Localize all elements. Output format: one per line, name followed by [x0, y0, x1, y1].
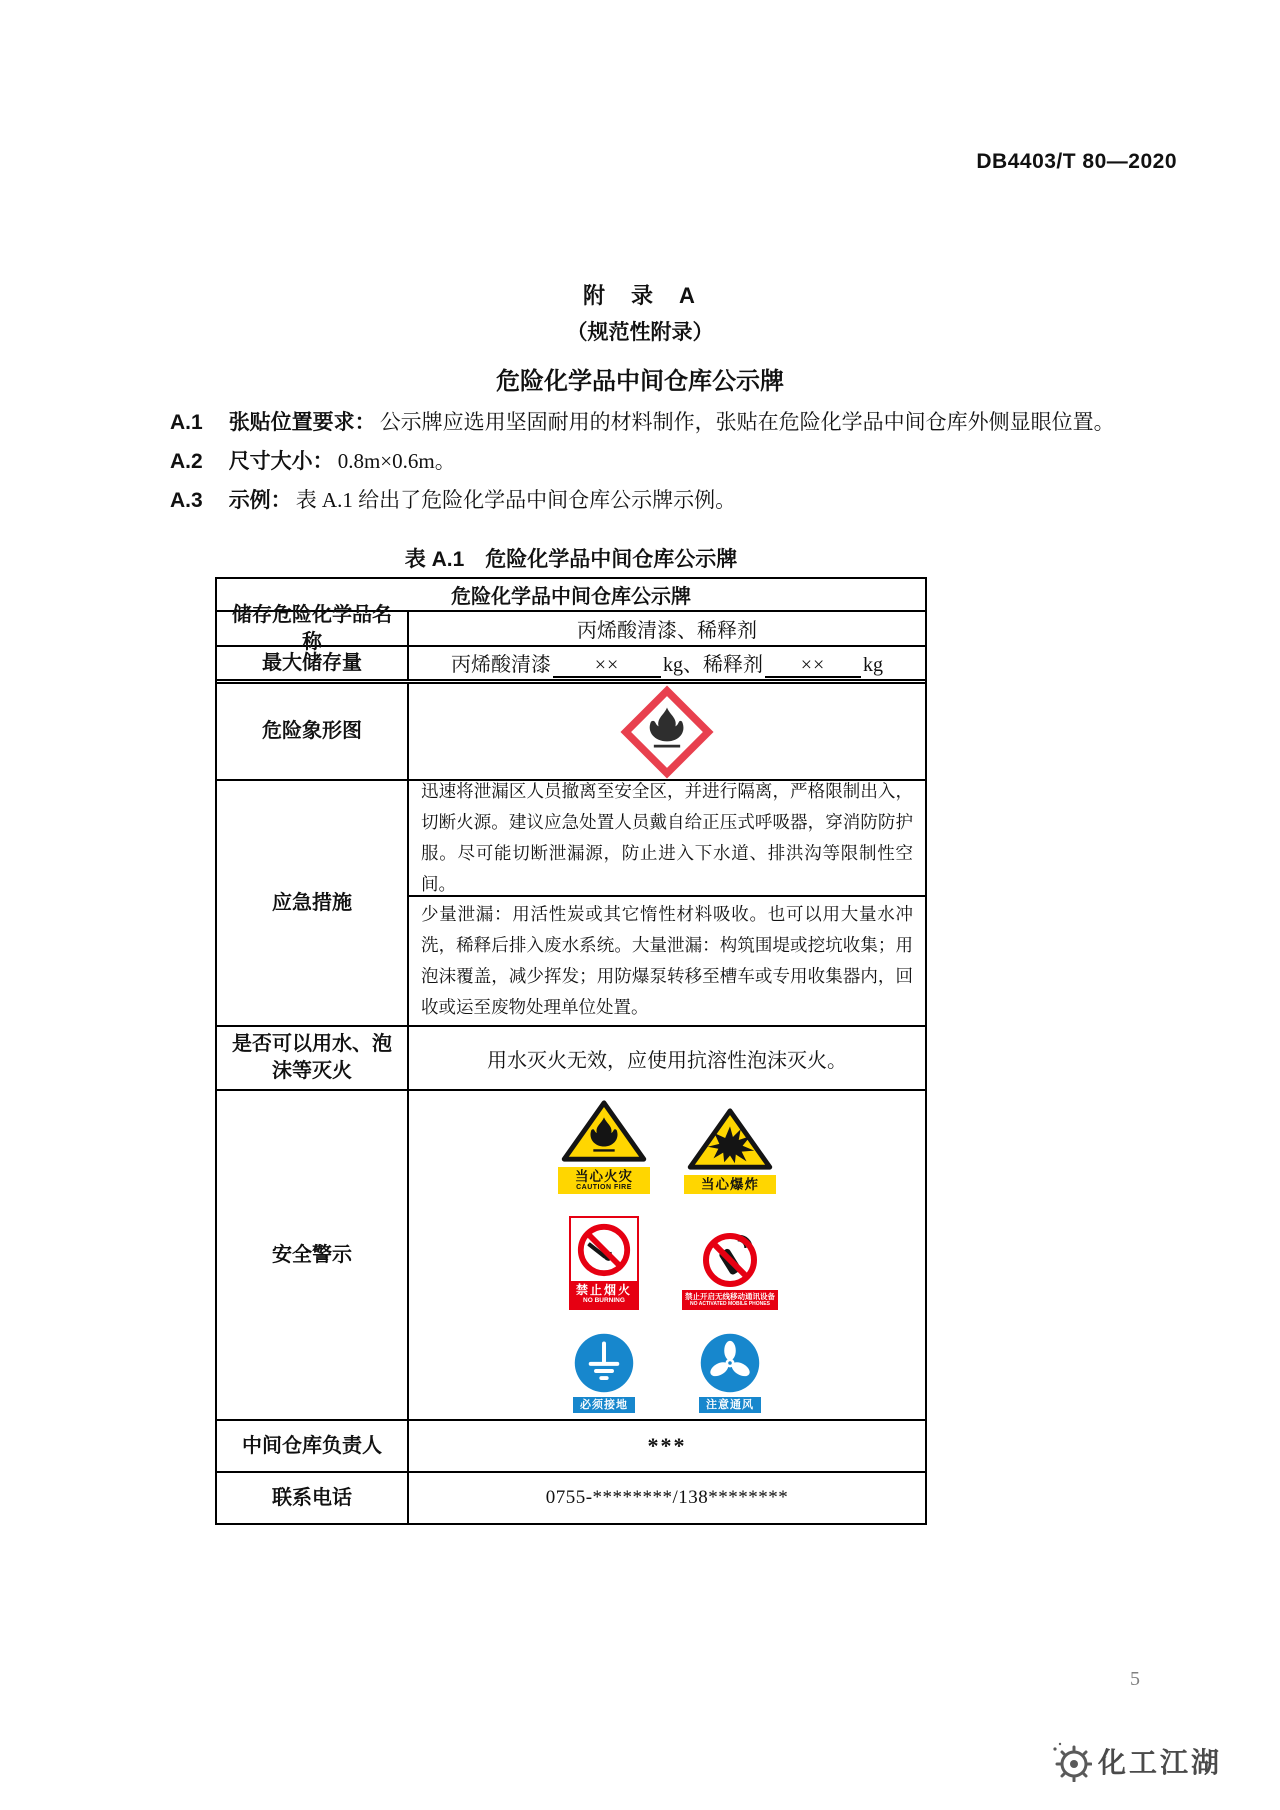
page-number: 5: [1130, 1668, 1140, 1690]
row-label: 应急措施: [217, 781, 409, 1025]
row-label: 联系电话: [217, 1473, 409, 1523]
clause-number: A.2: [170, 450, 203, 473]
clause-a3: [103, 485, 1177, 516]
clause-text: 表 A.1 给出了危险化学品中间仓库公示牌示例。: [295, 488, 737, 512]
signs-row-prohibition: [409, 1216, 925, 1310]
sign-slot: [541, 1332, 667, 1413]
row-value: [409, 647, 925, 679]
sign-label: 禁止烟火: [575, 1282, 632, 1297]
storage-prefix: 丙烯酸清漆: [451, 654, 551, 676]
storage-unit-2: kg: [863, 654, 883, 676]
emergency-cells: [409, 781, 925, 1025]
clause-a2: [103, 446, 1177, 477]
sign-sublabel: NO ACTIVATED MOBILE PHONES: [690, 1300, 770, 1307]
clause-a1: [103, 407, 1177, 438]
sign-label: 当心爆炸: [701, 1176, 759, 1192]
row-label: 危险象形图: [217, 684, 409, 779]
storage-blank-2: ××: [765, 654, 861, 678]
table-row-extinguish: [217, 1025, 925, 1089]
emergency-text-1: 迅速将泄漏区人员撤离至安全区，并进行隔离，严格限制出入，切断火源。建议应急处置人员戴自给正压式呼吸器，穿消防防护服。尽可能切断泄漏源，防止进入下水道、排洪沟等限制性空间。: [421, 781, 913, 894]
sign-ventilation: [699, 1332, 761, 1413]
warning-flame-icon: [560, 1098, 648, 1164]
sign-slot: [667, 1230, 793, 1310]
standard-number: DB4403/T 80—2020: [976, 150, 1177, 173]
table-row-phone: [217, 1471, 925, 1523]
signs-row-mandatory: [409, 1332, 925, 1413]
table-caption: 表 A.1 危险化学品中间仓库公示牌: [404, 548, 738, 571]
row-value: [409, 684, 925, 779]
signs-row-warning: [409, 1098, 925, 1194]
no-burning-icon: [575, 1221, 633, 1279]
table-row-safety-signs: [217, 1089, 925, 1419]
clause-number: A.1: [170, 411, 203, 434]
sign-band: [682, 1290, 778, 1310]
row-value: ***: [647, 1433, 687, 1458]
sign-label: 当心火灾: [575, 1168, 633, 1184]
clause-text: 0.8m×0.6m。: [337, 449, 456, 473]
sign-label: 必须接地: [580, 1398, 628, 1411]
emergency-text-2: 少量泄漏：用活性炭或其它惰性材料吸收。也可以用大量水冲洗，稀释后排入废水系统。大量泄漏：构筑围堤或挖坑收集；用泡沫覆盖，减少挥发；用防爆泵转移至槽车或专用收集器内，回收或运至废物处理单位处置。: [421, 904, 913, 1017]
safety-signs-grid: [409, 1091, 925, 1419]
row-label: 最大储存量: [217, 647, 409, 679]
brand-watermark: [1050, 1740, 1222, 1782]
clause-label: 示例：: [228, 489, 292, 512]
sign-no-mobile-phones: [682, 1230, 778, 1310]
sign-band: [558, 1167, 650, 1194]
row-value: 丙烯酸清漆、稀释剂: [577, 620, 757, 642]
table-row-emergency: [217, 779, 925, 1025]
sign-label: 禁止开启无线移动通讯设备: [685, 1291, 775, 1301]
sign-band: [571, 1281, 637, 1308]
sign-caution-explosion: [684, 1106, 776, 1194]
clause-number: A.3: [170, 489, 203, 512]
sign-band: [573, 1397, 635, 1413]
storage-unit-1: kg、稀释剂: [663, 654, 763, 676]
sign-label: 注意通风: [706, 1398, 754, 1411]
table-row-pictogram: [217, 679, 925, 779]
clause-text: 公示牌应选用坚固耐用的材料制作，张贴在危险化学品中间仓库外侧显眼位置。: [379, 410, 1115, 434]
sign-sublabel: NO BURNING: [583, 1296, 625, 1304]
row-label: 是否可以用水、泡沫等灭火: [217, 1027, 409, 1089]
max-storage-line: [451, 648, 883, 678]
sign-band: [699, 1397, 761, 1413]
no-mobile-phone-icon: [700, 1230, 760, 1290]
row-label: 安全警示: [217, 1091, 409, 1419]
sign-slot: [667, 1106, 793, 1194]
sign-must-ground: [573, 1332, 635, 1413]
row-label: 储存危险化学品名称: [217, 612, 409, 645]
sign-caution-fire: [558, 1098, 650, 1194]
appendix-title: 危险化学品中间仓库公示牌: [496, 368, 784, 395]
appendix-type: （规范性附录）: [566, 321, 714, 344]
table-row-max-storage: [217, 645, 925, 679]
table-row-manager: [217, 1419, 925, 1471]
sign-sublabel: CAUTION FIRE: [576, 1183, 632, 1191]
notice-board-table: [215, 577, 927, 1525]
row-label: 中间仓库负责人: [217, 1421, 409, 1471]
brand-name: 化工江湖: [1097, 1747, 1222, 1778]
ventilation-fan-icon: [699, 1332, 761, 1394]
appendix-titles: [0, 279, 1280, 396]
warning-explosion-icon: [686, 1106, 774, 1172]
ghs-flame-pictogram-icon: [620, 685, 714, 779]
clause-label: 张贴位置要求：: [228, 411, 376, 434]
sign-slot: [667, 1332, 793, 1413]
clause-label: 尺寸大小：: [228, 450, 334, 473]
sign-no-burning: [569, 1216, 639, 1310]
row-value: 用水灭火无效，应使用抗溶性泡沫灭火。: [487, 1049, 847, 1072]
sign-slot: [541, 1098, 667, 1194]
row-value: 0755-********/138********: [545, 1487, 789, 1508]
table-row-chemical-name: [217, 603, 925, 653]
clauses: [103, 407, 1177, 516]
emergency-cell-1: [409, 781, 925, 895]
gear-icon: [1050, 1740, 1092, 1782]
appendix-heading: 附 录 A: [583, 283, 697, 308]
emergency-cell-2: [409, 895, 925, 1025]
sign-band: [684, 1175, 776, 1194]
storage-blank-1: ××: [553, 654, 661, 678]
ground-connection-icon: [573, 1332, 635, 1394]
board-title: 危险化学品中间仓库公示牌: [451, 586, 691, 608]
sign-slot: [541, 1216, 667, 1310]
